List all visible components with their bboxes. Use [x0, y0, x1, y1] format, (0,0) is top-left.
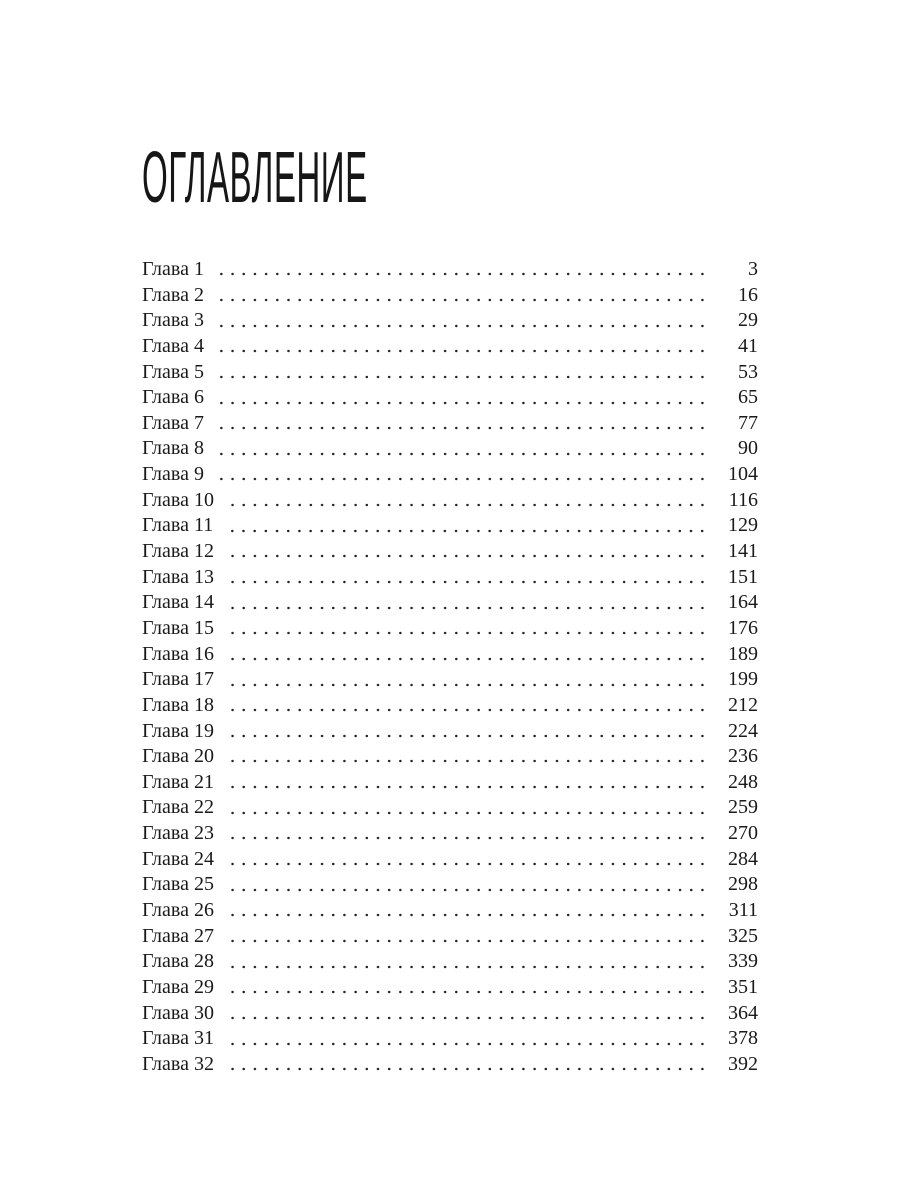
dot-leader [228, 631, 708, 635]
chapter-label: Глава 29 [142, 975, 214, 998]
chapter-label: Глава 12 [142, 540, 214, 563]
page-number: 90 [738, 437, 758, 460]
toc-entry[interactable] [142, 616, 758, 642]
chapter-label: Глава 32 [142, 1052, 214, 1075]
dot-leader [228, 990, 708, 994]
page-number: 339 [728, 950, 758, 973]
chapter-label: Глава 17 [142, 668, 214, 691]
dot-leader [228, 503, 708, 507]
dot-leader [228, 811, 708, 815]
dot-leader [228, 734, 708, 738]
toc-entry[interactable] [142, 436, 758, 462]
dot-leader [228, 554, 708, 558]
dot-leader [218, 452, 708, 456]
page-number: 378 [728, 1027, 758, 1050]
page-number: 392 [728, 1052, 758, 1075]
toc-entry[interactable] [142, 770, 758, 796]
chapter-label: Глава 9 [142, 463, 204, 486]
page-number: 164 [728, 591, 758, 614]
toc-entry[interactable] [142, 847, 758, 873]
dot-leader [228, 606, 708, 610]
dot-leader [228, 965, 708, 969]
toc-entry[interactable] [142, 308, 758, 334]
chapter-label: Глава 18 [142, 693, 214, 716]
toc-entry[interactable] [142, 590, 758, 616]
page-number: 325 [728, 924, 758, 947]
dot-leader [218, 349, 708, 353]
dot-leader [228, 913, 708, 917]
toc-entry[interactable] [142, 565, 758, 591]
toc-entry[interactable] [142, 744, 758, 770]
chapter-label: Глава 31 [142, 1027, 214, 1050]
toc-entry[interactable] [142, 462, 758, 488]
page-number: 298 [728, 873, 758, 896]
dot-leader [218, 401, 708, 405]
chapter-label: Глава 8 [142, 437, 204, 460]
toc-entry[interactable] [142, 975, 758, 1001]
toc-entry[interactable] [142, 488, 758, 514]
dot-leader [228, 888, 708, 892]
chapter-label: Глава 10 [142, 488, 214, 511]
dot-leader [218, 324, 708, 328]
chapter-label: Глава 16 [142, 642, 214, 665]
dot-leader [218, 298, 708, 302]
page-number: 189 [728, 642, 758, 665]
toc-entry[interactable] [142, 719, 758, 745]
toc-entry[interactable] [142, 385, 758, 411]
dot-leader [218, 272, 708, 276]
page-number: 77 [738, 411, 758, 434]
page-number: 284 [728, 847, 758, 870]
dot-leader [228, 1042, 708, 1046]
chapter-label: Глава 27 [142, 924, 214, 947]
page-title: ОГЛАВЛЕНИЕ [142, 138, 368, 218]
toc-entry[interactable] [142, 949, 758, 975]
toc-entry[interactable] [142, 667, 758, 693]
toc-entry[interactable] [142, 360, 758, 386]
dot-leader [228, 759, 708, 763]
toc-entry[interactable] [142, 795, 758, 821]
chapter-label: Глава 28 [142, 950, 214, 973]
page-number: 151 [728, 565, 758, 588]
chapter-label: Глава 25 [142, 873, 214, 896]
dot-leader [228, 785, 708, 789]
dot-leader [228, 580, 708, 584]
page-number: 270 [728, 822, 758, 845]
page-number: 65 [738, 386, 758, 409]
page-number: 3 [748, 258, 758, 280]
page-number: 104 [728, 463, 758, 486]
toc-entry[interactable] [142, 642, 758, 668]
chapter-label: Глава 21 [142, 770, 214, 793]
page-number: 224 [728, 719, 758, 742]
dot-leader [228, 683, 708, 687]
page-number: 212 [728, 693, 758, 716]
chapter-label: Глава 26 [142, 899, 214, 922]
toc-entry[interactable] [142, 257, 758, 283]
table-of-contents [142, 257, 758, 1078]
dot-leader [218, 477, 708, 481]
page-number: 311 [728, 899, 758, 922]
chapter-label: Глава 3 [142, 309, 204, 332]
dot-leader [228, 939, 708, 943]
chapter-label: Глава 2 [142, 283, 204, 306]
dot-leader [228, 836, 708, 840]
toc-entry[interactable] [142, 334, 758, 360]
chapter-label: Глава 1 [142, 258, 204, 280]
page-number: 199 [728, 668, 758, 691]
dot-leader [228, 708, 708, 712]
chapter-label: Глава 5 [142, 360, 204, 383]
page-number: 129 [728, 514, 758, 537]
toc-entry[interactable] [142, 1026, 758, 1052]
chapter-label: Глава 7 [142, 411, 204, 434]
page-number: 29 [738, 309, 758, 332]
toc-entry[interactable] [142, 821, 758, 847]
chapter-label: Глава 22 [142, 796, 214, 819]
page-number: 41 [738, 334, 758, 357]
toc-entry[interactable] [142, 872, 758, 898]
page-number: 176 [728, 616, 758, 639]
chapter-label: Глава 30 [142, 1001, 214, 1024]
chapter-label: Глава 24 [142, 847, 214, 870]
page-number: 364 [728, 1001, 758, 1024]
dot-leader [218, 426, 708, 430]
toc-entry[interactable] [142, 693, 758, 719]
toc-entry[interactable] [142, 1052, 758, 1078]
dot-leader [228, 862, 708, 866]
toc-entry[interactable] [142, 1001, 758, 1027]
page-number: 248 [728, 770, 758, 793]
dot-leader [228, 1067, 708, 1071]
toc-entry[interactable] [142, 898, 758, 924]
chapter-label: Глава 15 [142, 616, 214, 639]
chapter-label: Глава 13 [142, 565, 214, 588]
page-number: 141 [728, 540, 758, 563]
toc-entry[interactable] [142, 513, 758, 539]
chapter-label: Глава 6 [142, 386, 204, 409]
toc-entry[interactable] [142, 539, 758, 565]
chapter-label: Глава 11 [142, 514, 214, 537]
dot-leader [228, 1016, 708, 1020]
chapter-label: Глава 19 [142, 719, 214, 742]
chapter-label: Глава 23 [142, 822, 214, 845]
toc-entry[interactable] [142, 283, 758, 309]
toc-entry[interactable] [142, 411, 758, 437]
page-number: 351 [728, 975, 758, 998]
chapter-label: Глава 20 [142, 745, 214, 768]
page-number: 53 [738, 360, 758, 383]
page-number: 236 [728, 745, 758, 768]
dot-leader [228, 657, 708, 661]
page-number: 259 [728, 796, 758, 819]
chapter-label: Глава 14 [142, 591, 214, 614]
toc-entry[interactable] [142, 924, 758, 950]
page-number: 116 [728, 488, 758, 511]
chapter-label: Глава 4 [142, 334, 204, 357]
dot-leader [227, 529, 708, 533]
dot-leader [218, 375, 708, 379]
page-number: 16 [738, 283, 758, 306]
